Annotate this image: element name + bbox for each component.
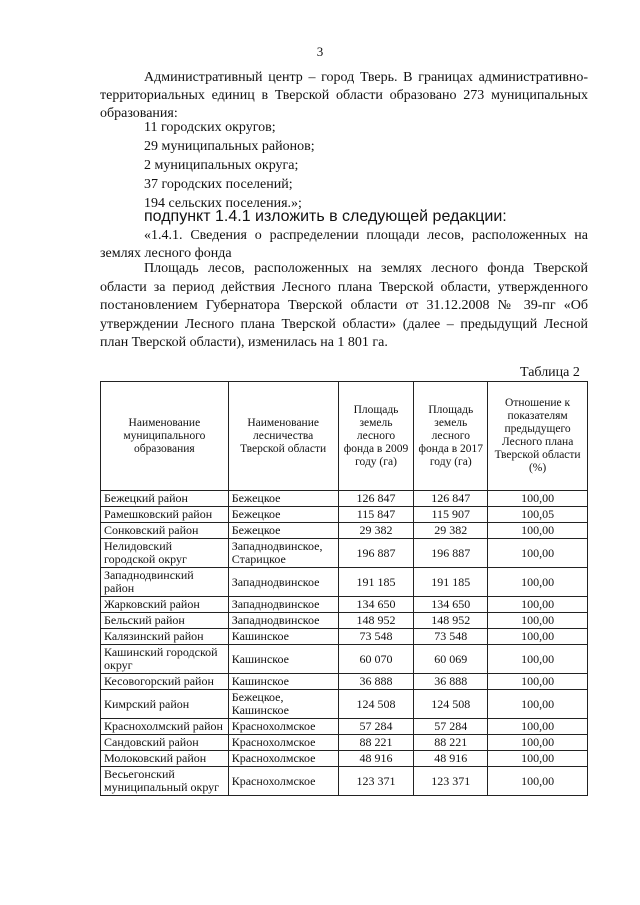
cell-ratio: 100,00	[488, 491, 588, 507]
header-ratio: Отношение к показателям предыдущего Лесного плана Тверской области (%)	[488, 382, 588, 491]
cell-municipality: Нелидовский городской округ	[101, 539, 229, 568]
cell-forestry: Краснохолмское	[228, 735, 338, 751]
cell-area-2017: 196 887	[414, 539, 488, 568]
cell-forestry: Западнодвинское, Старицкое	[228, 539, 338, 568]
cell-municipality: Рамешковский район	[101, 507, 229, 523]
cell-ratio: 100,00	[488, 597, 588, 613]
header-municipality: Наименование муниципального образования	[101, 382, 229, 491]
list-item: 29 муниципальных районов;	[144, 139, 315, 154]
cell-municipality: Сандовский район	[101, 735, 229, 751]
table-row	[101, 613, 588, 629]
cell-area-2017: 60 069	[414, 645, 488, 674]
cell-ratio: 100,00	[488, 629, 588, 645]
cell-ratio: 100,00	[488, 735, 588, 751]
cell-area-2017: 36 888	[414, 674, 488, 690]
cell-ratio: 100,00	[488, 568, 588, 597]
cell-ratio: 100,00	[488, 539, 588, 568]
cell-ratio: 100,00	[488, 690, 588, 719]
cell-area-2009: 196 887	[338, 539, 414, 568]
table-row	[101, 674, 588, 690]
cell-area-2017: 73 548	[414, 629, 488, 645]
cell-ratio: 100,00	[488, 767, 588, 796]
cell-area-2009: 126 847	[338, 491, 414, 507]
table-caption: Таблица 2	[520, 365, 580, 380]
table-row	[101, 597, 588, 613]
cell-forestry: Бежецкое	[228, 491, 338, 507]
municipal-list	[144, 118, 315, 213]
cell-area-2017: 29 382	[414, 523, 488, 539]
table-header-row	[101, 382, 588, 491]
page-number: 3	[316, 44, 324, 59]
header-area-2009: Площадь земель лесного фонда в 2009 году (га)	[338, 382, 414, 491]
cell-area-2009: 148 952	[338, 613, 414, 629]
cell-municipality: Краснохолмский район	[101, 719, 229, 735]
cell-area-2009: 88 221	[338, 735, 414, 751]
section-title-paragraph: «1.4.1. Сведения о распределении площади лесов, расположенных на землях лесного фонда	[100, 228, 588, 261]
cell-ratio: 100,00	[488, 751, 588, 767]
cell-municipality: Калязинский район	[101, 629, 229, 645]
table-row	[101, 491, 588, 507]
area-change-paragraph: Площадь лесов, расположенных на землях лесного фонда Тверской области за период действия Лесного плана Тверской области, утвержденного постановлением Губернатора Тверской области от 31.12.2008 № 39-пг «Об утверждении Лесного плана Тверской области» (далее – предыдущий Лесной план Тверской области), изменилась на 1 801 га.	[100, 261, 588, 350]
cell-forestry: Кашинское	[228, 645, 338, 674]
cell-area-2017: 115 907	[414, 507, 488, 523]
table-row	[101, 645, 588, 674]
cell-area-2017: 88 221	[414, 735, 488, 751]
list-item: 194 сельских поселения.»;	[144, 196, 302, 211]
cell-area-2017: 148 952	[414, 613, 488, 629]
cell-area-2009: 36 888	[338, 674, 414, 690]
list-item: 37 городских поселений;	[144, 177, 293, 192]
cell-ratio: 100,00	[488, 674, 588, 690]
cell-area-2017: 48 916	[414, 751, 488, 767]
cell-ratio: 100,05	[488, 507, 588, 523]
table-row	[101, 751, 588, 767]
cell-municipality: Кимрский район	[101, 690, 229, 719]
cell-forestry: Западнодвинское	[228, 597, 338, 613]
cell-area-2009: 57 284	[338, 719, 414, 735]
list-item: 2 муниципальных округа;	[144, 158, 299, 173]
table-row	[101, 719, 588, 735]
cell-area-2009: 48 916	[338, 751, 414, 767]
cell-forestry: Кашинское	[228, 674, 338, 690]
cell-municipality: Кесовогорский район	[101, 674, 229, 690]
cell-municipality: Весьегонский муниципальный округ	[101, 767, 229, 796]
cell-ratio: 100,00	[488, 719, 588, 735]
table-row	[101, 629, 588, 645]
cell-municipality: Бельский район	[101, 613, 229, 629]
cell-municipality: Молоковский район	[101, 751, 229, 767]
cell-municipality: Кашинский городской округ	[101, 645, 229, 674]
table-row	[101, 539, 588, 568]
cell-forestry: Бежецкое	[228, 507, 338, 523]
table-row	[101, 690, 588, 719]
cell-area-2009: 73 548	[338, 629, 414, 645]
header-area-2017: Площадь земель лесного фонда в 2017 году (га)	[414, 382, 488, 491]
intro-paragraph: Административный центр – город Тверь. В границах административно-территориальных единиц в Тверской области образовано 273 муниципальных образования:	[100, 70, 588, 121]
cell-area-2017: 191 185	[414, 568, 488, 597]
subheading: подпункт 1.4.1 изложить в следующей редакции:	[144, 208, 507, 225]
cell-area-2009: 191 185	[338, 568, 414, 597]
cell-area-2009: 29 382	[338, 523, 414, 539]
cell-area-2009: 124 508	[338, 690, 414, 719]
cell-forestry: Бежецкое, Кашинское	[228, 690, 338, 719]
cell-area-2017: 134 650	[414, 597, 488, 613]
cell-area-2017: 126 847	[414, 491, 488, 507]
cell-area-2009: 115 847	[338, 507, 414, 523]
cell-area-2009: 60 070	[338, 645, 414, 674]
table-body	[101, 491, 588, 796]
cell-municipality: Бежецкий район	[101, 491, 229, 507]
cell-area-2017: 57 284	[414, 719, 488, 735]
list-item: 11 городских округов;	[144, 120, 276, 135]
table-row	[101, 735, 588, 751]
cell-forestry: Западнодвинское	[228, 568, 338, 597]
table-row	[101, 523, 588, 539]
cell-area-2017: 124 508	[414, 690, 488, 719]
cell-municipality: Жарковский район	[101, 597, 229, 613]
cell-forestry: Краснохолмское	[228, 767, 338, 796]
cell-ratio: 100,00	[488, 613, 588, 629]
header-forestry: Наименование лесничества Тверской области	[228, 382, 338, 491]
cell-forestry: Кашинское	[228, 629, 338, 645]
cell-municipality: Западнодвинский район	[101, 568, 229, 597]
cell-ratio: 100,00	[488, 645, 588, 674]
cell-forestry: Бежецкое	[228, 523, 338, 539]
cell-area-2017: 123 371	[414, 767, 488, 796]
table-row	[101, 767, 588, 796]
cell-area-2009: 123 371	[338, 767, 414, 796]
cell-forestry: Краснохолмское	[228, 751, 338, 767]
table-row	[101, 507, 588, 523]
cell-forestry: Западнодвинское	[228, 613, 338, 629]
cell-ratio: 100,00	[488, 523, 588, 539]
cell-area-2009: 134 650	[338, 597, 414, 613]
forest-area-table	[100, 381, 588, 796]
cell-municipality: Сонковский район	[101, 523, 229, 539]
cell-forestry: Краснохолмское	[228, 719, 338, 735]
table-row	[101, 568, 588, 597]
